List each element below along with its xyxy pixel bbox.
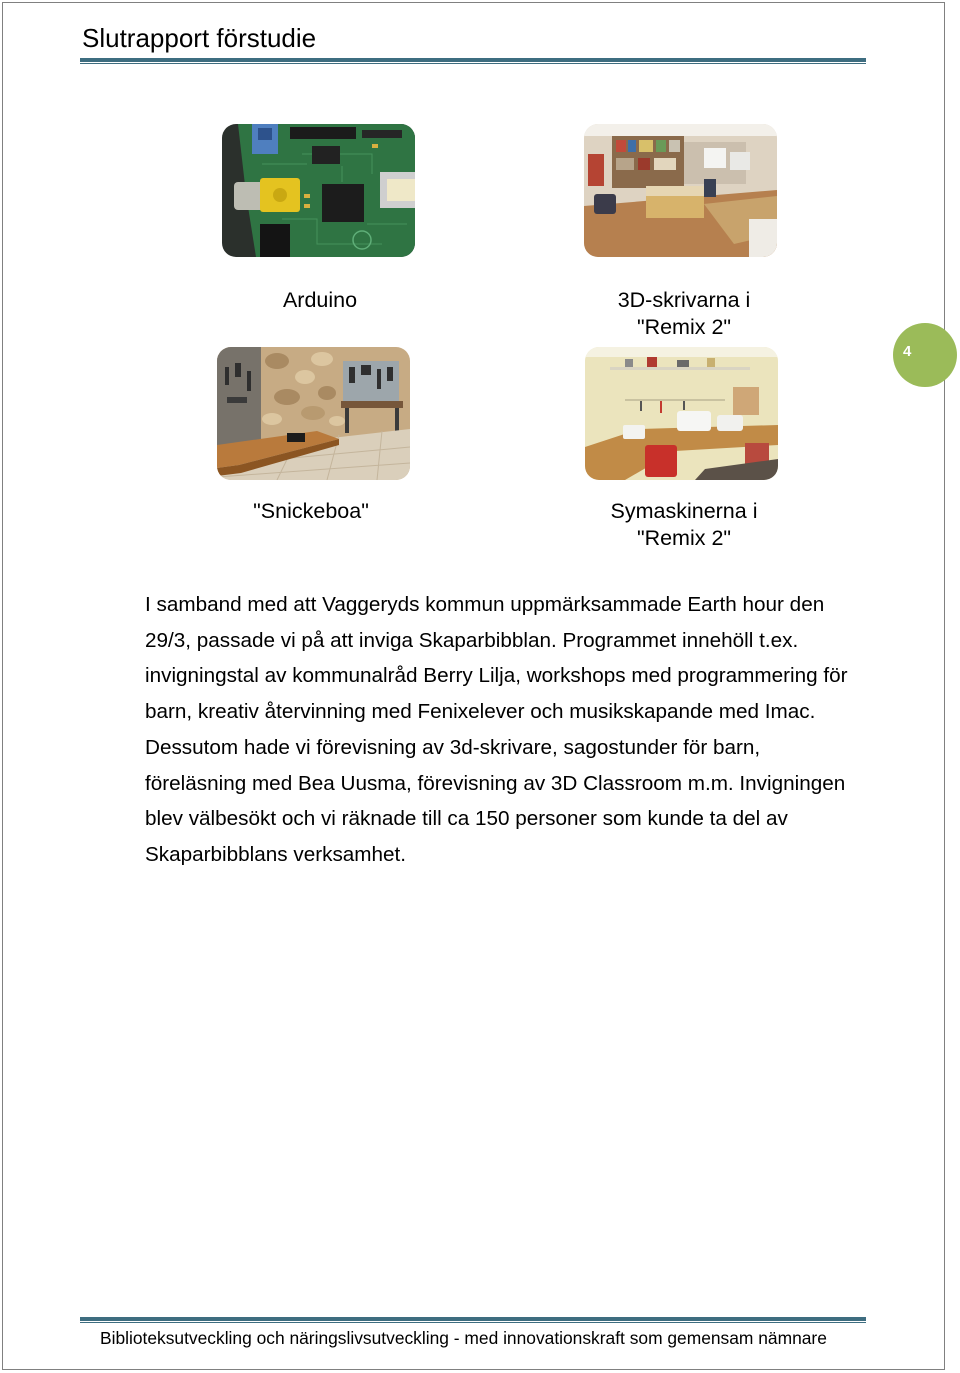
display-case (646, 186, 704, 218)
sewing-machines-photo (585, 347, 778, 480)
caption-line: Arduino (282, 288, 358, 312)
sewing-room-image (585, 347, 778, 480)
body-paragraph (145, 587, 848, 873)
audio-jack (252, 124, 278, 154)
snickeboa-caption (211, 498, 411, 525)
paragraph-line: 29/3, passade vi på att inviga Skaparbibblan. Programmet innehöll t.ex. (145, 628, 799, 652)
paragraph-line: blev välbesökt och vi räknade till ca 150 personer som kunde ta del av (145, 807, 788, 831)
rca-connector (234, 178, 300, 212)
caption-line: "Snickeboa" (253, 499, 369, 523)
page-footer-text: Biblioteksutveckling och näringslivsutveckling - med innovationskraft som gemensam nämnare (100, 1328, 827, 1348)
caption-line: "Remix 2" (636, 526, 732, 550)
page-header-title: Slutrapport förstudie (82, 23, 317, 53)
usb-port (380, 172, 415, 208)
paragraph-line: barn, kreativ återvinning med Fenixelever och musikskapande med Imac. (145, 700, 816, 724)
bookshelf (612, 136, 684, 188)
paragraph-line: Dessutom hade vi förevisning av 3d-skrivare, sagostunder för barn, (145, 735, 761, 759)
cabinets (684, 142, 750, 184)
footer-rule (80, 1317, 866, 1323)
header-rule (80, 58, 866, 64)
room-image (584, 124, 777, 257)
3d-printer-room-photo (584, 124, 777, 257)
pegboard-wall (217, 347, 261, 453)
woodshop-image (217, 347, 410, 480)
arduino-photo (222, 124, 415, 257)
caption-line: Symaskinerna i (610, 499, 758, 523)
pin-header (260, 224, 290, 257)
paragraph-line: Skaparbibblans verksamhet. (145, 842, 407, 866)
red-case (645, 445, 677, 477)
workshop-photo (217, 347, 410, 480)
sewing-machines-caption (584, 498, 784, 552)
paragraph-line: föreläsning med Bea Uusma, förevisning av 3D Classroom m.m. Invigningen (145, 771, 846, 795)
tool-panel (343, 361, 399, 401)
page-number: 4 (903, 343, 912, 360)
arduino-caption (220, 287, 420, 314)
caption-line: "Remix 2" (636, 315, 732, 339)
circuit-board-image (222, 124, 415, 257)
3d-printers-caption (584, 287, 784, 341)
caption-line: 3D-skrivarna i (617, 288, 751, 312)
paragraph-line: I samband med att Vaggeryds kommun uppmärksammade Earth hour den (145, 593, 825, 616)
notice-board (733, 387, 759, 415)
paragraph-line: invigningstal av kommunalråd Berry Lilja, workshops med programmering för (145, 664, 848, 688)
